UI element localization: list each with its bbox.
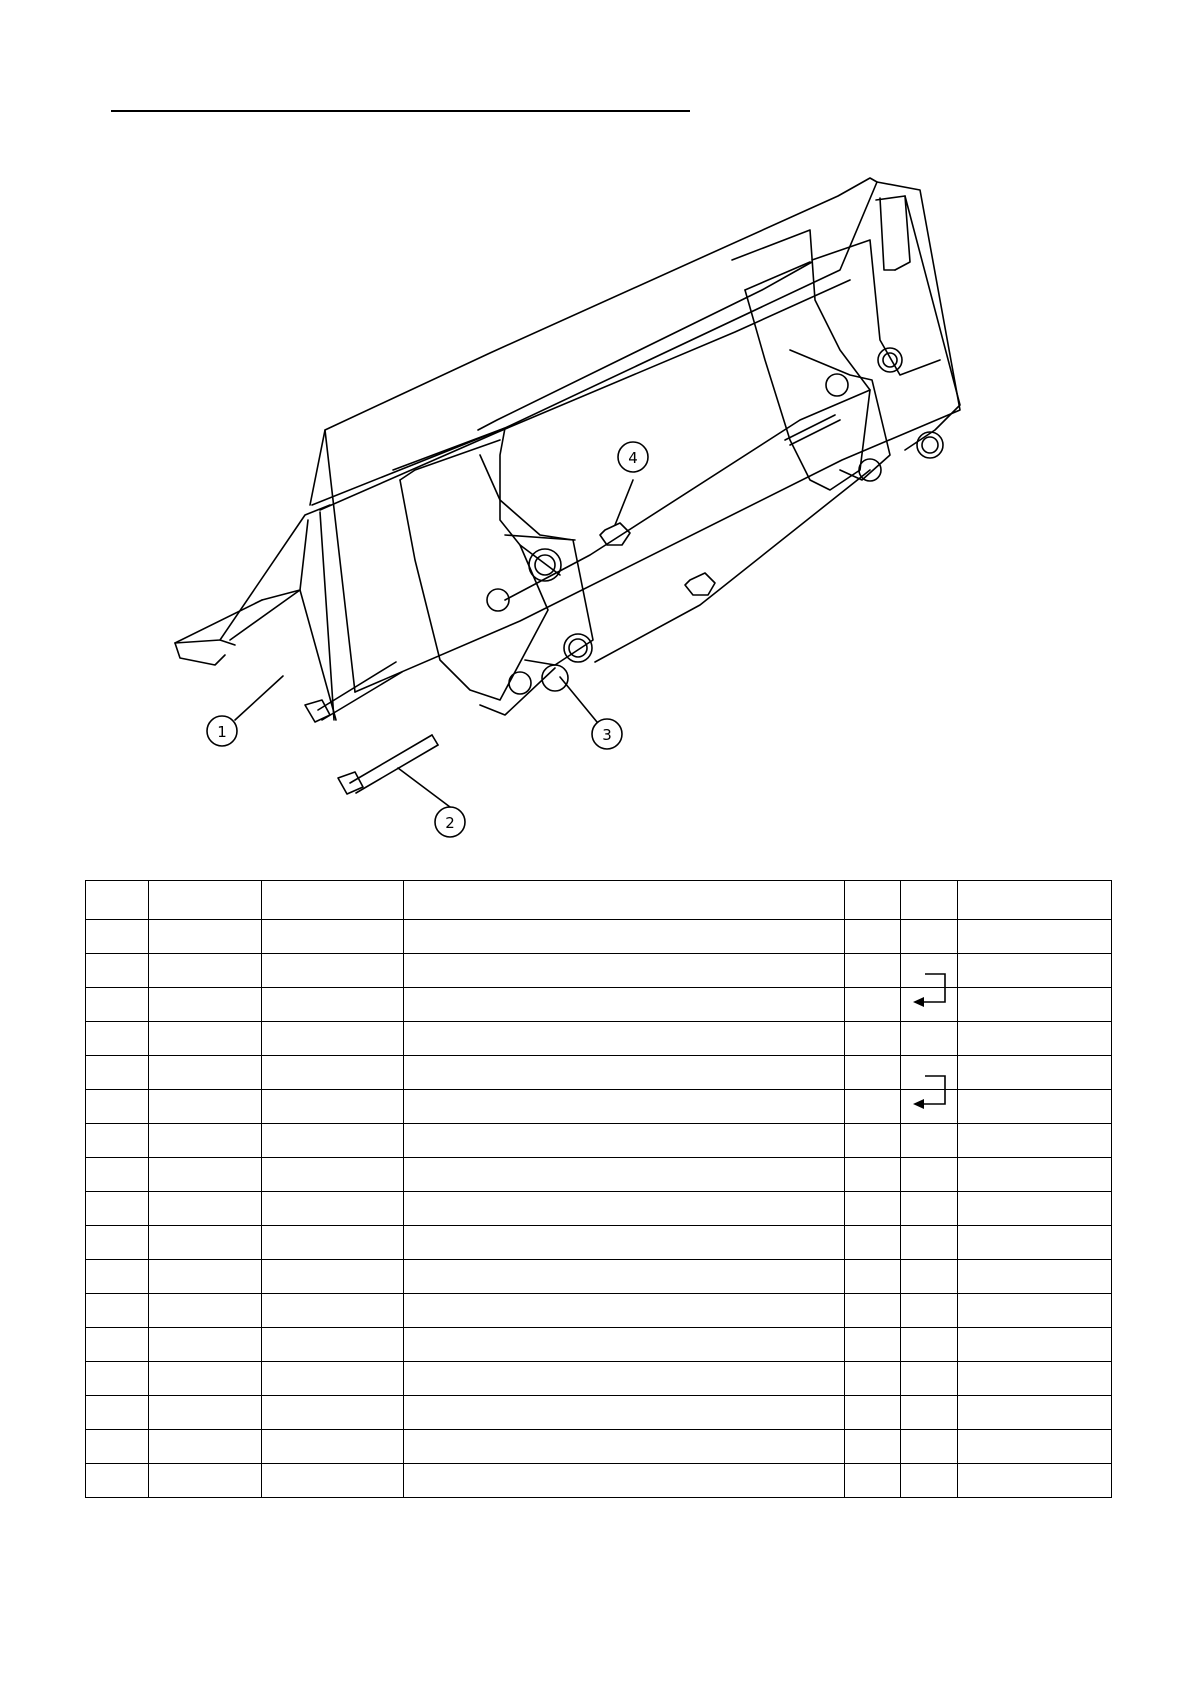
table-cell bbox=[149, 988, 262, 1022]
table-cell bbox=[404, 1158, 845, 1192]
table-header-row bbox=[86, 881, 1112, 920]
table-cell bbox=[149, 1430, 262, 1464]
table-cell bbox=[958, 1158, 1112, 1192]
table-cell bbox=[86, 1090, 149, 1124]
table-cell bbox=[86, 1056, 149, 1090]
table-cell bbox=[86, 1124, 149, 1158]
table-cell bbox=[845, 988, 901, 1022]
table-cell bbox=[845, 881, 901, 920]
table-cell bbox=[86, 1226, 149, 1260]
table-cell bbox=[404, 1192, 845, 1226]
table-cell bbox=[958, 1362, 1112, 1396]
exploded-assembly-drawing bbox=[150, 165, 1000, 845]
table-cell bbox=[958, 1022, 1112, 1056]
table-cell bbox=[845, 1396, 901, 1430]
table-cell bbox=[404, 1090, 845, 1124]
title-underline bbox=[111, 110, 690, 112]
table-cell bbox=[845, 1260, 901, 1294]
table-cell bbox=[86, 954, 149, 988]
table-cell bbox=[845, 1090, 901, 1124]
table-cell bbox=[901, 1362, 958, 1396]
table-cell bbox=[262, 1260, 404, 1294]
table-row bbox=[86, 1396, 1112, 1430]
table-cell bbox=[149, 954, 262, 988]
table-cell bbox=[149, 1192, 262, 1226]
table-cell bbox=[845, 1022, 901, 1056]
return-arrow-icon bbox=[911, 972, 951, 1012]
table-cell bbox=[149, 1294, 262, 1328]
table-cell bbox=[149, 1056, 262, 1090]
table-cell bbox=[901, 1090, 958, 1124]
table-cell bbox=[262, 1328, 404, 1362]
table-cell bbox=[845, 1192, 901, 1226]
table-row bbox=[86, 954, 1112, 988]
table-cell bbox=[901, 1260, 958, 1294]
table-cell bbox=[404, 1328, 845, 1362]
table-cell bbox=[262, 1430, 404, 1464]
table-cell bbox=[86, 1158, 149, 1192]
table-cell bbox=[901, 1226, 958, 1260]
table-cell bbox=[404, 1294, 845, 1328]
table-cell bbox=[901, 1294, 958, 1328]
table-cell bbox=[86, 1396, 149, 1430]
table-row bbox=[86, 1260, 1112, 1294]
table-cell bbox=[958, 954, 1112, 988]
table-cell bbox=[262, 1294, 404, 1328]
table-row bbox=[86, 1362, 1112, 1396]
table-cell bbox=[149, 1362, 262, 1396]
table-cell bbox=[901, 1464, 958, 1498]
table-cell bbox=[86, 1260, 149, 1294]
table-cell bbox=[958, 1430, 1112, 1464]
table-row bbox=[86, 1328, 1112, 1362]
table-cell bbox=[958, 881, 1112, 920]
table-cell bbox=[958, 1396, 1112, 1430]
table-cell bbox=[262, 1022, 404, 1056]
table-cell bbox=[958, 1464, 1112, 1498]
table-cell bbox=[958, 1226, 1112, 1260]
table-cell bbox=[845, 1226, 901, 1260]
table-cell bbox=[404, 1056, 845, 1090]
table-row bbox=[86, 1158, 1112, 1192]
table-cell bbox=[958, 920, 1112, 954]
table-cell bbox=[262, 1362, 404, 1396]
return-arrow-icon bbox=[911, 1074, 951, 1114]
table-cell bbox=[845, 1430, 901, 1464]
table-cell bbox=[149, 1260, 262, 1294]
table-row bbox=[86, 1192, 1112, 1226]
table-cell bbox=[901, 1124, 958, 1158]
table-cell bbox=[262, 988, 404, 1022]
table-row bbox=[86, 1464, 1112, 1498]
table-cell bbox=[845, 1464, 901, 1498]
table-cell bbox=[262, 1056, 404, 1090]
table-cell bbox=[901, 1328, 958, 1362]
right-mount-bracket bbox=[732, 230, 943, 490]
table-cell bbox=[958, 988, 1112, 1022]
table-cell bbox=[404, 1124, 845, 1158]
table-cell bbox=[149, 920, 262, 954]
table-row bbox=[86, 988, 1112, 1022]
table-cell bbox=[86, 1362, 149, 1396]
left-mount-bracket bbox=[393, 428, 593, 715]
table-cell bbox=[404, 1430, 845, 1464]
table-cell bbox=[86, 1328, 149, 1362]
table-row bbox=[86, 1022, 1112, 1056]
table-row bbox=[86, 1430, 1112, 1464]
table-cell bbox=[958, 1056, 1112, 1090]
table-cell bbox=[262, 954, 404, 988]
table-cell bbox=[262, 1090, 404, 1124]
table-cell bbox=[845, 920, 901, 954]
table-cell bbox=[149, 1124, 262, 1158]
table-row bbox=[86, 1124, 1112, 1158]
table-cell bbox=[958, 1294, 1112, 1328]
table-cell bbox=[404, 954, 845, 988]
table-cell bbox=[149, 1022, 262, 1056]
table-cell bbox=[404, 1226, 845, 1260]
table-cell bbox=[149, 1226, 262, 1260]
table-cell bbox=[845, 1294, 901, 1328]
table-cell bbox=[901, 1192, 958, 1226]
table-cell bbox=[149, 1158, 262, 1192]
table-cell bbox=[404, 988, 845, 1022]
table-cell bbox=[404, 881, 845, 920]
table-cell bbox=[845, 1362, 901, 1396]
table-cell bbox=[901, 1022, 958, 1056]
table-cell bbox=[86, 920, 149, 954]
table-cell bbox=[901, 1430, 958, 1464]
table-cell bbox=[958, 1260, 1112, 1294]
table-cell bbox=[845, 1328, 901, 1362]
table-cell bbox=[958, 1124, 1112, 1158]
table-cell bbox=[86, 1022, 149, 1056]
bolts-and-pins bbox=[305, 390, 870, 794]
table-cell bbox=[404, 920, 845, 954]
table-cell bbox=[845, 954, 901, 988]
table-row bbox=[86, 1226, 1112, 1260]
table-cell bbox=[149, 1464, 262, 1498]
table-cell bbox=[86, 1192, 149, 1226]
table-row bbox=[86, 920, 1112, 954]
table-cell bbox=[149, 1090, 262, 1124]
table-cell bbox=[86, 1294, 149, 1328]
callout-4-label: 4 bbox=[628, 449, 638, 467]
table-cell bbox=[404, 1396, 845, 1430]
table-cell bbox=[901, 1158, 958, 1192]
table-cell bbox=[901, 920, 958, 954]
table-cell bbox=[404, 1464, 845, 1498]
table-cell bbox=[958, 1090, 1112, 1124]
table-cell bbox=[262, 920, 404, 954]
table-cell bbox=[86, 1430, 149, 1464]
table-cell bbox=[901, 988, 958, 1022]
callout-3-label: 3 bbox=[602, 726, 612, 744]
table-cell bbox=[86, 1464, 149, 1498]
table-cell bbox=[901, 881, 958, 920]
table-cell bbox=[262, 1396, 404, 1430]
table-cell bbox=[404, 1022, 845, 1056]
table-cell bbox=[149, 1396, 262, 1430]
table-cell bbox=[86, 881, 149, 920]
table-cell bbox=[86, 988, 149, 1022]
callout-1-label: 1 bbox=[217, 723, 227, 741]
table-cell bbox=[958, 1192, 1112, 1226]
table-cell bbox=[149, 881, 262, 920]
table-cell bbox=[845, 1158, 901, 1192]
table-row bbox=[86, 1056, 1112, 1090]
table-cell bbox=[958, 1328, 1112, 1362]
table-cell bbox=[262, 1464, 404, 1498]
table-cell bbox=[845, 1056, 901, 1090]
table-row bbox=[86, 1090, 1112, 1124]
table-cell bbox=[262, 1158, 404, 1192]
table-cell bbox=[845, 1124, 901, 1158]
table-cell bbox=[404, 1260, 845, 1294]
table-row bbox=[86, 1294, 1112, 1328]
table-cell bbox=[262, 1226, 404, 1260]
table-cell bbox=[901, 1396, 958, 1430]
table-cell bbox=[262, 1192, 404, 1226]
parts-list-table bbox=[85, 880, 1112, 1498]
table-cell bbox=[149, 1328, 262, 1362]
table-cell bbox=[262, 1124, 404, 1158]
table-cell bbox=[262, 881, 404, 920]
table-cell bbox=[404, 1362, 845, 1396]
callout-2-label: 2 bbox=[445, 814, 455, 832]
